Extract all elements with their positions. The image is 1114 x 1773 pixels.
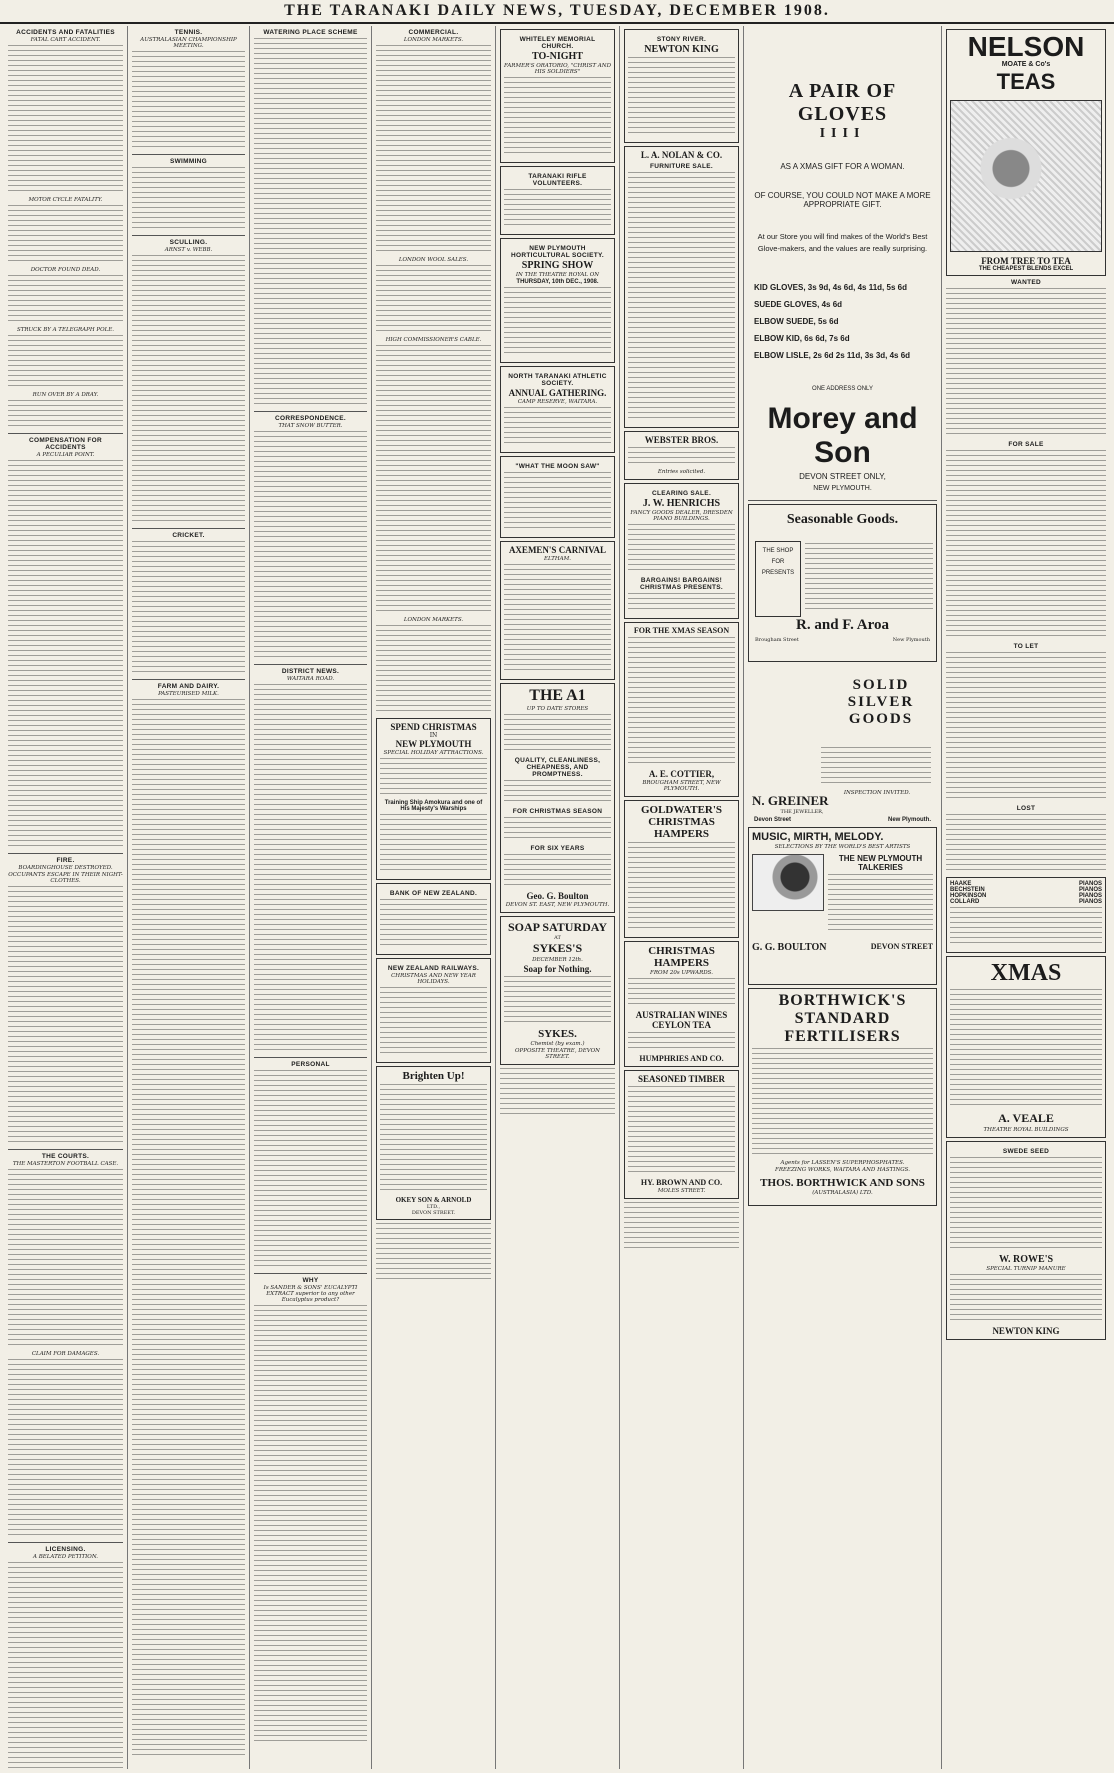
heading-commercial: COMMERCIAL. xyxy=(408,29,459,36)
heading-cricket: CRICKET. xyxy=(172,532,205,539)
subheading-london-markets-2: LONDON MARKETS. xyxy=(403,617,464,623)
ad-moon: "WHAT THE MOON SAW" xyxy=(500,456,615,538)
ad-nolan: L. A. NOLAN & CO. FURNITURE SALE. xyxy=(624,146,739,428)
ad-nelson-teas: NELSON MOATE & Co's TEAS FROM TREE TO TEA THE CHEAPEST BLENDS EXCEL xyxy=(946,29,1106,276)
heading-fire: FIRE. xyxy=(56,857,75,864)
classified-wanted: WANTED xyxy=(1011,279,1041,286)
article-body xyxy=(376,625,491,715)
heading-swimming: SWIMMING xyxy=(169,158,208,165)
article-body xyxy=(8,400,123,430)
ad-seasonable: Seasonable Goods. THE SHOP FOR PRESENTS R. and F. Aroa Brougham Street New Plymouth xyxy=(748,504,937,662)
subheading-australasian: AUSTRALASIAN CHAMPIONSHIP MEETING. xyxy=(140,37,237,49)
article-body xyxy=(254,1070,367,1270)
article-body xyxy=(8,1562,123,1769)
article-body xyxy=(132,541,245,676)
column-1 xyxy=(4,26,128,1769)
subheading-waitara-road: WAITARA ROAD. xyxy=(286,676,335,682)
column-4 xyxy=(372,26,496,1769)
ad-bank: BANK OF NEW ZEALAND. xyxy=(376,883,491,955)
ad-whiteley: WHITELEY MEMORIAL CHURCH. TO-NIGHT FARMER'S ORATORIO, "CHRIST AND HIS SOLDIERS" xyxy=(500,29,615,163)
ad-a1-stores: THE A1 UP TO DATE STORES QUALITY, CLEANLINESS, CHEAPNESS, AND PROMPTNESS. FOR CHRISTMAS SEASON FOR SIX YEARS Geo. G. Boulton DEVON ST. EAST, NEW PLYMOUTH. xyxy=(500,683,615,913)
article-body xyxy=(132,167,245,232)
ad-gloves: A PAIR OF GLOVES IIII AS A XMAS GIFT FOR A WOMAN. OF COURSE, YOU COULD NOT MAKE A MORE APPROPRIATE GIFT. At our Store you will find makes of the World's Best Glove-makers, and the values are really surprising. KID GLOVES, 3s 9d, 4s 6d, 4s 11d, 5s 6d SUEDE GLOVES, 4s 6d ELBOW SUEDE, 5s 6d ELBOW KID, 6s 6d, 7s 6d ELBOW LISLE, 2s 6d 2s 11d, 3s 3d, 4s 6d ONE ADDRESS ONLY Morey and Son DEVON STREET ONLY, NEW PLYMOUTH. xyxy=(748,80,937,492)
ad-axemen: AXEMEN'S CARNIVAL ELTHAM. xyxy=(500,541,615,680)
ad-henrichs: CLEARING SALE. J. W. HENRICHS FANCY GOODS DEALER, DRESDEN PIANO BUILDINGS. BARGAINS! BARGAINS! CHRISTMAS PRESENTS. xyxy=(624,483,739,619)
heading-licensing: LICENSING. xyxy=(45,1546,86,1553)
article-body xyxy=(8,460,123,850)
article-body xyxy=(8,1359,123,1539)
ad-timber: SEASONED TIMBER HY. BROWN AND CO. MOLES STREET. xyxy=(624,1070,739,1199)
subheading-boardinghouse: BOARDINGHOUSE DESTROYED. xyxy=(18,865,113,871)
column-5 xyxy=(496,26,620,1769)
subheading-occupants: OCCUPANTS ESCAPE IN THEIR NIGHT-CLOTHES. xyxy=(8,872,123,884)
article-body xyxy=(8,886,123,1146)
heading-farm: FARM AND DAIRY. xyxy=(157,683,220,690)
article-body xyxy=(8,335,123,390)
article-body xyxy=(254,1305,367,1745)
classified-for-sale: FOR SALE xyxy=(1008,441,1044,448)
heading-personal: PERSONAL xyxy=(291,1061,330,1068)
column-3 xyxy=(250,26,372,1769)
ad-swede-seed: SWEDE SEED W. ROWE'S SPECIAL TURNIP MANURE NEWTON KING xyxy=(946,1141,1106,1340)
ad-rifle: TARANAKI RIFLE VOLUNTEERS. xyxy=(500,166,615,235)
heading-tennis: TENNIS. xyxy=(174,29,203,36)
article-body xyxy=(254,684,367,1054)
article-body xyxy=(132,51,245,151)
subheading-pasteurised: PASTEURISED MILK. xyxy=(158,691,219,697)
article-body xyxy=(376,45,491,255)
subheading-london-markets: LONDON MARKETS. xyxy=(403,37,464,43)
article-body xyxy=(254,38,367,408)
masthead: THE TARANAKI DAILY NEWS, TUESDAY, DECEMBER 1908. xyxy=(0,0,1114,24)
subheading-peculiar: A PECULIAR POINT. xyxy=(36,452,95,458)
glove-prices: KID GLOVES, 3s 9d, 4s 6d, 4s 11d, 5s 6d SUEDE GLOVES, 4s 6d ELBOW SUEDE, 5s 6d ELBOW KID, 6s 6d, 7s 6d ELBOW LISLE, 2s 6d 2s 11d, 3s 3d, 4s 6d xyxy=(754,283,911,360)
ad-brighten-up: Brighten Up! OKEY SON & ARNOLD LTD., DEVON STREET. xyxy=(376,1066,491,1220)
gramophone-icon xyxy=(752,854,824,911)
ad-hampers: CHRISTMAS HAMPERS FROM 20s UPWARDS. AUSTRALIAN WINES CEYLON TEA HUMPHRIES AND CO. xyxy=(624,941,739,1067)
tea-girl-illustration xyxy=(950,100,1102,252)
subheading-cable: HIGH COMMISSIONER'S CABLE. xyxy=(385,337,482,343)
ad-xmas-season: FOR THE XMAS SEASON A. E. COTTIER, BROUGHAM STREET, NEW PLYMOUTH. xyxy=(624,622,739,797)
ad-spend-christmas: SPEND CHRISTMAS IN NEW PLYMOUTH SPECIAL HOLIDAY ATTRACTIONS. Training Ship Amokura and one of His Majesty's Warships xyxy=(376,718,491,880)
column-8 xyxy=(942,26,1110,1769)
subheading-petition: A BELATED PETITION. xyxy=(32,1554,99,1560)
column-7: A PAIR OF GLOVES IIII AS A XMAS GIFT FOR A WOMAN. OF COURSE, YOU COULD NOT MAKE A MORE APPROPRIATE GIFT. At our Store you will find makes of the World's Best Glove-makers, and the values are really surprising. KID GLOVES, 3s 9d, 4s 6d, 4s 11d, 5s 6d SUEDE GLOVES, 4s 6d ELBOW SUEDE, 5s 6d ELBOW KID, 6s 6d, 7s 6d ELBOW LISLE, 2s 6d 2s 11d, 3s 3d, 4s 6d ONE ADDRESS ONLY Morey and Son DEVON STREET ONLY, NEW PLYMOUTH. Seasonable Goods. THE SHOP FOR PRESENTS R. and F. Aroa Brougham Street New Plymouth SOLID SILVER GOODS INSPECTION INVITED. N. GREINER THE JEWELLER, Devon Street New Plymouth. MUSIC, MIRTH, MELODY. SELECTIONS BY THE WORLD'S BEST ARTISTS THE NEW PLYMOUTH TALKERIES G. G. BOULTON DEVON STREET BORTHWICK'S STANDARD FERTILISERS Agents for LASSEN'S SUPERPHOSPHATES. FREEZING WORKS, WAITARA AND HASTINGS. THOS. BORTHWICK AND SONS (AUSTRALASIA) LTD. xyxy=(744,26,942,1769)
article-body xyxy=(254,431,367,661)
article-body xyxy=(8,205,123,265)
subheading-wool-sales: LONDON WOOL SALES. xyxy=(398,257,469,263)
article-body xyxy=(8,45,123,195)
subheading-motor-cycle: MOTOR CYCLE FATALITY. xyxy=(28,197,103,203)
subheading-fatal-cart: FATAL CART ACCIDENT. xyxy=(30,37,101,43)
ad-soap: SOAP SATURDAY AT SYKES'S DECEMBER 12th. Soap for Nothing. SYKES. Chemist (by exam.) OPPOSITE THEATRE, DEVON STREET. xyxy=(500,916,615,1065)
ad-stony-river: STONY RIVER. NEWTON KING xyxy=(624,29,739,143)
subheading-arnst: ARNST v. WEBB. xyxy=(164,247,213,253)
heading-compensation: COMPENSATION FOR ACCIDENTS xyxy=(29,437,102,451)
heading-courts: THE COURTS. xyxy=(41,1153,90,1160)
ad-railways: NEW ZEALAND RAILWAYS. CHRISTMAS AND NEW YEAR HOLIDAYS. xyxy=(376,958,491,1063)
article-body xyxy=(132,699,245,1759)
ad-goldwater: GOLDWATER'S CHRISTMAS HAMPERS xyxy=(624,800,739,938)
classified-to-let: TO LET xyxy=(1013,643,1039,650)
subheading-doctor: DOCTOR FOUND DEAD. xyxy=(30,267,101,273)
ad-pianos: HAAKE PIANOS BECHSTEIN PIANOS HOPKINSON PIANOS COLLARD PIANOS xyxy=(946,877,1106,953)
subheading-masterton: THE MASTERTON FOOTBALL CASE. xyxy=(12,1161,119,1167)
ad-silver: SOLID SILVER GOODS INSPECTION INVITED. N. GREINER THE JEWELLER, xyxy=(748,665,937,815)
ad-xmas-veale: XMAS A. VEALE THEATRE ROYAL BUILDINGS xyxy=(946,956,1106,1138)
heading-accidents: ACCIDENTS AND FATALITIES xyxy=(16,29,115,36)
article-body xyxy=(376,265,491,335)
subheading-dray: RUN OVER BY A DRAY. xyxy=(32,392,99,398)
ad-borthwick: BORTHWICK'S STANDARD FERTILISERS Agents for LASSEN'S SUPERPHOSPHATES. FREEZING WORKS, WAITARA AND HASTINGS. THOS. BORTHWICK AND SONS (AUSTRALASIA) LTD. xyxy=(748,988,937,1206)
article-body xyxy=(376,345,491,615)
article-body xyxy=(8,275,123,325)
heading-watering: WATERING PLACE SCHEME xyxy=(263,29,358,36)
classified-lost: LOST xyxy=(1016,805,1036,812)
heading-correspondence: CORRESPONDENCE. xyxy=(275,415,346,422)
column-6 xyxy=(620,26,744,1769)
ad-talkeries: MUSIC, MIRTH, MELODY. SELECTIONS BY THE WORLD'S BEST ARTISTS THE NEW PLYMOUTH TALKERIES G. G. BOULTON DEVON STREET xyxy=(748,827,937,985)
newspaper-page xyxy=(4,26,1110,1769)
subheading-snow-butter: THAT SNOW BUTTER. xyxy=(278,423,343,429)
column-2 xyxy=(128,26,250,1769)
article-body xyxy=(132,255,245,525)
subheading-damages: CLAIM FOR DAMAGES. xyxy=(31,1351,100,1357)
heading-district: DISTRICT NEWS. xyxy=(281,668,340,675)
ad-horticultural: NEW PLYMOUTH HORTICULTURAL SOCIETY. SPRING SHOW IN THE THEATRE ROYAL ON THURSDAY, 10th DEC., 1908. xyxy=(500,238,615,363)
heading-sculling: SCULLING. xyxy=(169,239,208,246)
heading-why: WHY xyxy=(302,1277,319,1284)
ad-webster: WEBSTER BROS. Entries solicited. xyxy=(624,431,739,480)
article-body xyxy=(8,1169,123,1349)
subheading-eucalypti: Is SANDER & SONS' EUCALYPTI EXTRACT superior to any other Eucalyptus product? xyxy=(263,1285,358,1303)
ad-athletic: NORTH TARANAKI ATHLETIC SOCIETY. ANNUAL GATHERING. CAMP RESERVE, WAITARA. xyxy=(500,366,615,453)
subheading-telegraph: STRUCK BY A TELEGRAPH POLE. xyxy=(16,327,115,333)
